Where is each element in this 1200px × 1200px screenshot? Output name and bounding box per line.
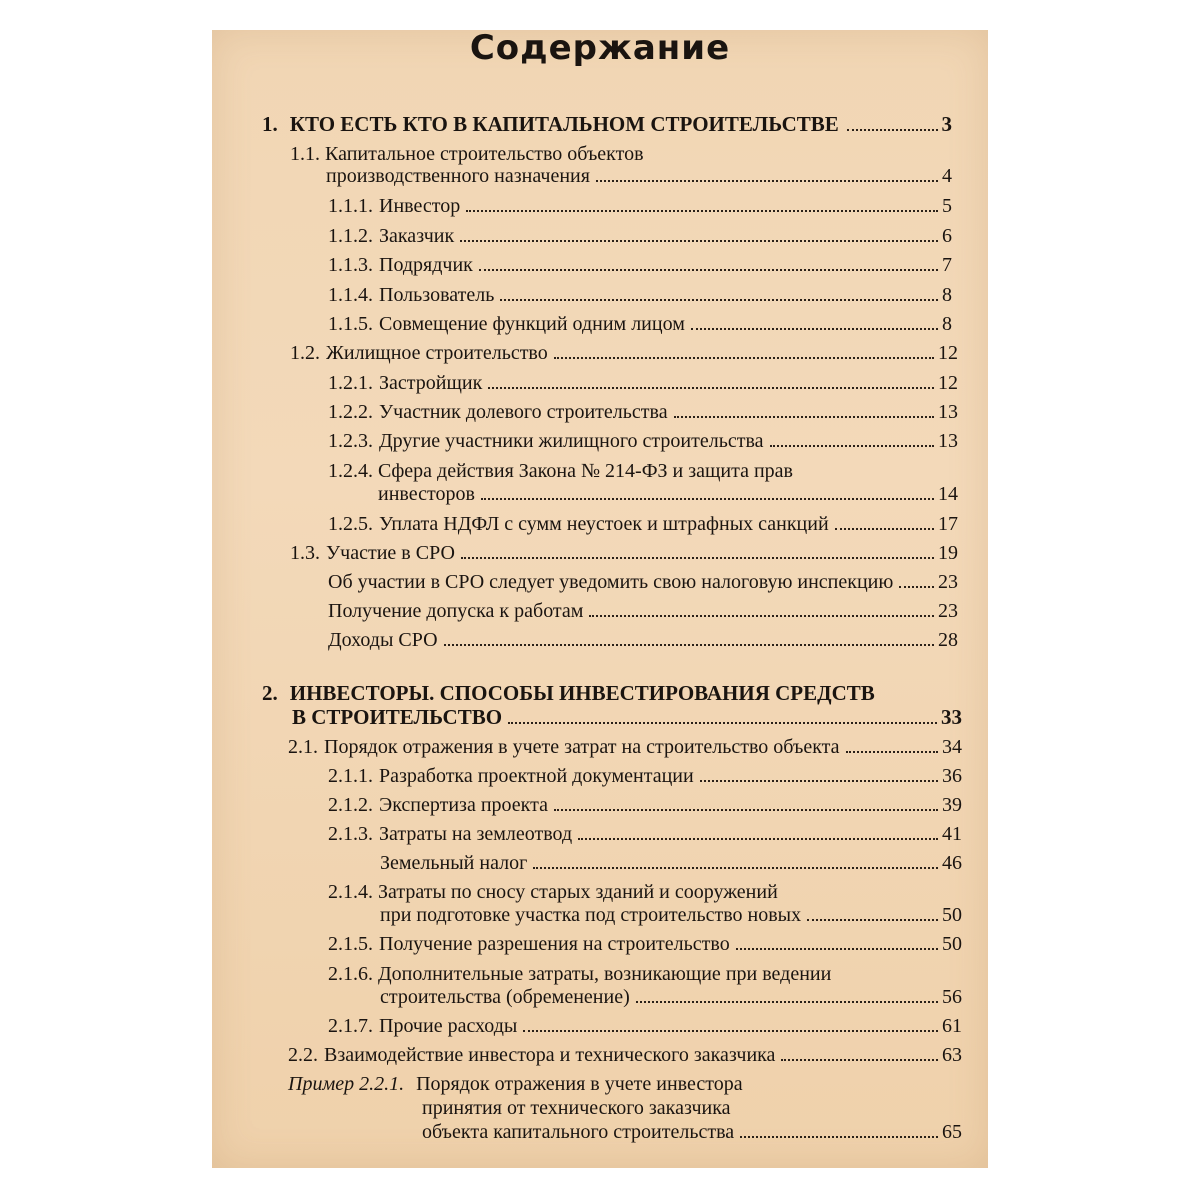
entry-text: Экспертиза проекта [379,794,548,816]
toc-entry-1-1-1 [328,193,952,219]
section-number: 2.1.7. [328,1015,373,1037]
leader-dots [691,328,938,330]
section-number: 1.1.3. [328,254,373,276]
entry-text: принятия от технического заказчика [422,1097,731,1119]
page-number: 34 [942,736,962,758]
entry-text: Участие в СРО [326,542,455,564]
page-number: 4 [942,165,952,187]
toc-entry-1-3-b [328,598,958,624]
leader-dots [589,615,934,617]
entry-text: инвесторов [378,483,475,505]
entry-text: Доходы СРО [328,629,438,651]
entry-text: Разработка проектной документации [379,765,694,787]
entry-text: Сфера действия Закона № 214-ФЗ и защита прав [378,460,793,482]
section-number: 1.3. [290,542,320,564]
section-number: 2.1. [288,736,318,758]
section-number: 1.1.5. [328,313,373,335]
entry-text: Инвестор [379,195,461,217]
toc-entry-1-3-a [328,569,958,595]
leader-dots [736,948,938,950]
page-number: 28 [938,629,958,651]
entry-text: Взаимодействие инвестора и технического заказчика [324,1044,776,1066]
page-number: 50 [942,933,962,955]
page-number: 50 [942,904,962,926]
toc-entry-1-1-4 [328,282,952,308]
page-number: 33 [941,705,962,729]
entry-text: Затраты по сносу старых зданий и сооружений [378,881,778,903]
leader-dots [807,919,938,921]
leader-dots [781,1059,938,1061]
entry-text: Об участии в СРО следует уведомить свою налоговую инспекцию [328,571,894,593]
page-number: 5 [942,195,952,217]
toc-entry-1-1-2 [328,223,952,249]
section-number: 1.1.4. [328,284,373,306]
toc-entry-2-1-1 [328,763,962,789]
leader-dots [488,387,934,389]
toc-entry-1-2 [290,340,958,366]
section-number: 1.2.1. [328,372,373,394]
leader-dots [460,240,938,242]
leader-dots [578,838,938,840]
leader-dots [500,299,938,301]
toc-entry-2-1-5 [328,931,962,957]
entry-text: КТО ЕСТЬ КТО В КАПИТАЛЬНОМ СТРОИТЕЛЬСТВЕ [289,112,839,136]
leader-dots [479,269,938,271]
page-number: 23 [938,571,958,593]
page-number: 61 [942,1015,962,1037]
leader-dots [461,557,934,559]
entry-text: Совмещение функций одним лицом [379,313,685,335]
entry-text: Дополнительные затраты, возникающие при ведении [378,963,832,985]
leader-dots [554,357,934,359]
page-number: 13 [938,401,958,423]
page-number: 7 [942,254,952,276]
toc-entry-2-1-6-cont [380,984,962,1010]
page-number: 63 [942,1044,962,1066]
entry-text: строительства (обременение) [380,986,630,1008]
page-number: 8 [942,313,952,335]
leader-dots [596,180,938,182]
section-number: 2.1.1. [328,765,373,787]
toc-entry-2-2 [288,1042,962,1068]
entry-text: Получение допуска к работам [328,600,584,622]
entry-text: Подрядчик [379,254,473,276]
toc-entry-1-3-c [328,627,958,653]
entry-text: ИНВЕСТОРЫ. СПОСОБЫ ИНВЕСТИРОВАНИЯ СРЕДСТВ [289,681,875,705]
leader-dots [740,1136,938,1138]
section-number: 2.1.5. [328,933,373,955]
entry-text: производственного назначения [326,165,590,187]
entry-text: В СТРОИТЕЛЬСТВО [292,705,503,729]
page-number: 65 [942,1121,962,1143]
toc-entry-2 [262,680,875,706]
entry-text: Участник долевого строительства [379,401,668,423]
toc-entry-2-1-3-a [380,850,962,876]
page-number: 23 [938,600,958,622]
toc-entry-1-2-1 [328,370,958,396]
leader-dots [674,416,934,418]
leader-dots [533,867,938,869]
toc-entry-2-cont [292,704,962,730]
toc-entry-2-1-7 [328,1013,962,1039]
leader-dots [700,780,938,782]
entry-text: Порядок отражения в учете инвестора [416,1073,743,1095]
entry-text: 2.1.6. [328,963,373,985]
page-number: 8 [942,284,952,306]
leader-dots [835,528,934,530]
section-number: 1.2.3. [328,430,373,452]
page-number: 14 [938,483,958,505]
leader-dots [554,809,938,811]
entry-text: при подготовке участка под строительство новых [380,904,802,926]
entry-text: Пользователь [379,284,495,306]
section-number: 1.1.2. [328,225,373,247]
entry-text: Жилищное строительство [326,342,548,364]
toc-entry-1-1-cont [326,163,952,189]
toc-entry-example-2-2-1-cont [422,1095,731,1121]
toc-entry-1-1-5 [328,311,952,337]
page-number: 17 [938,513,958,535]
page-number: 36 [942,765,962,787]
leader-dots [466,210,938,212]
entry-text: Земельный налог [380,852,528,874]
entry-text: Капитальное строительство объектов [325,143,644,165]
toc-entry-1-1-3 [328,252,952,278]
entry-text: Уплата НДФЛ с сумм неустоек и штрафных санкций [379,513,829,535]
page-number: 3 [941,112,952,136]
toc-entry-1-2-4-cont [378,481,958,507]
entry-text: Пример 2.2.1. [288,1073,405,1095]
toc-entry-1-2-5 [328,511,958,537]
entry-text: Прочие расходы [379,1015,518,1037]
leader-dots [481,498,934,500]
page-number: 6 [942,225,952,247]
page-title: Содержание [469,28,731,68]
leader-dots [444,644,934,646]
entry-text: 2. [262,681,278,705]
leader-dots [523,1030,938,1032]
leader-dots [508,722,937,724]
page-number: 13 [938,430,958,452]
toc-entry-example-2-2-1-cont2 [422,1119,962,1145]
leader-dots [899,586,934,588]
section-number: 2.2. [288,1044,318,1066]
leader-dots [770,445,934,447]
toc-entry-2-1 [288,734,962,760]
page-number: 56 [942,986,962,1008]
entry-text: Застройщик [379,372,483,394]
toc-entry-2-1-3 [328,821,962,847]
toc-entry-1 [262,111,952,137]
entry-text: объекта капитального строительства [422,1121,735,1143]
entry-text: Получение разрешения на строительство [379,933,730,955]
section-number: 1.2.5. [328,513,373,535]
toc-entry-2-1-2 [328,792,962,818]
entry-text: Заказчик [379,225,455,247]
section-number: 2.1.3. [328,823,373,845]
entry-text: 1.1. [290,143,320,165]
section-number: 1.2.2. [328,401,373,423]
toc-entry-1-3 [290,540,958,566]
entry-text: 1.2.4. [328,460,373,482]
toc-entry-1-2-2 [328,399,958,425]
toc-entry-example-2-2-1 [288,1071,743,1097]
page-number: 46 [942,852,962,874]
toc-entry-1-2-3 [328,428,958,454]
entry-text: 2.1.4. [328,881,373,903]
page-number: 39 [942,794,962,816]
section-number: 2.1.2. [328,794,373,816]
section-number: 1.2. [290,342,320,364]
page-number: 19 [938,542,958,564]
page-number: 12 [938,342,958,364]
entry-text: Другие участники жилищного строительства [379,430,764,452]
section-number: 1.1.1. [328,195,373,217]
section-number: 1. [262,112,278,136]
leader-dots [847,111,938,131]
entry-text: Порядок отражения в учете затрат на строительство объекта [324,736,840,758]
leader-dots [636,1001,938,1003]
leader-dots [846,751,938,753]
page-number: 12 [938,372,958,394]
page-number: 41 [942,823,962,845]
toc-entry-2-1-4-cont [380,902,962,928]
entry-text: Затраты на землеотвод [379,823,573,845]
